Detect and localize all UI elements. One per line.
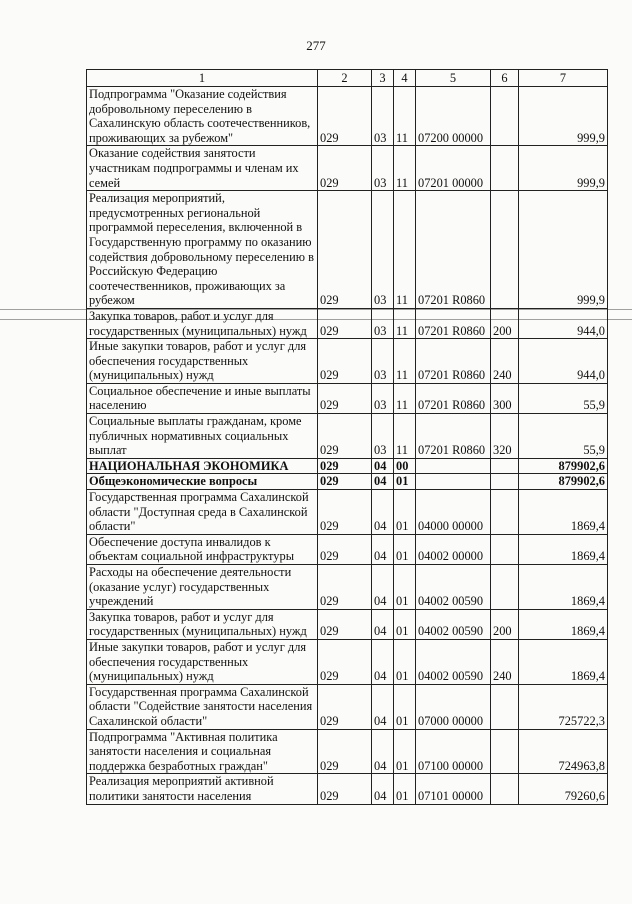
row-subsection-code: 01 [394,534,416,564]
table-row [87,565,608,610]
row-grbs-code: 029 [318,490,372,535]
table-row [87,609,608,639]
table-row [87,339,608,384]
row-subsection-code: 11 [394,146,416,191]
table-row [87,87,608,146]
row-amount: 944,0 [519,308,608,338]
table-row [87,729,608,774]
row-subsection-code: 11 [394,383,416,413]
table-row [87,639,608,684]
row-name: Иные закупки товаров, работ и услуг для обеспечения государственных (муниципальных) нужд [87,339,318,384]
row-subsection-code: 11 [394,308,416,338]
page-number: 277 [306,38,326,53]
column-header: 6 [491,70,519,87]
row-name: Оказание содействия занятости участникам подпрограммы и членам их семей [87,146,318,191]
row-grbs-code: 029 [318,414,372,459]
row-expense-type [491,146,519,191]
row-amount: 79260,6 [519,774,608,804]
row-subsection-code: 11 [394,87,416,146]
row-target-article: 07201 R0860 [416,339,491,384]
row-grbs-code: 029 [318,609,372,639]
row-section-code: 03 [372,87,394,146]
row-subsection-code: 01 [394,474,416,490]
row-subsection-code: 01 [394,639,416,684]
table-row [87,414,608,459]
row-subsection-code: 01 [394,684,416,729]
row-grbs-code: 029 [318,339,372,384]
row-expense-type [491,565,519,610]
row-amount: 725722,3 [519,684,608,729]
row-name: Реализация мероприятий, предусмотренных региональной программой переселения, включенной в Государственную программу по оказанию содействия добровольному переселению в Российскую Федерацию соотечественников, проживающих за рубежом [87,191,318,309]
column-header: 3 [372,70,394,87]
row-grbs-code: 029 [318,729,372,774]
table-header-row [87,70,608,87]
row-target-article: 07201 R0860 [416,383,491,413]
row-target-article: 07201 R0860 [416,191,491,309]
row-subsection-code: 11 [394,339,416,384]
table-row [87,490,608,535]
row-target-article [416,458,491,474]
row-expense-type [491,458,519,474]
row-name: Расходы на обеспечение деятельности (оказание услуг) государственных учреждений [87,565,318,610]
row-amount: 1869,4 [519,534,608,564]
row-subsection-code: 01 [394,490,416,535]
column-header: 1 [87,70,318,87]
row-grbs-code: 029 [318,383,372,413]
row-amount: 1869,4 [519,565,608,610]
row-amount: 724963,8 [519,729,608,774]
row-grbs-code: 029 [318,474,372,490]
table-row [87,474,608,490]
table-row [87,534,608,564]
row-subsection-code: 00 [394,458,416,474]
row-expense-type [491,87,519,146]
row-name: Социальные выплаты гражданам, кроме публичных нормативных социальных выплат [87,414,318,459]
row-name: Иные закупки товаров, работ и услуг для обеспечения государственных (муниципальных) нужд [87,639,318,684]
row-expense-type [491,729,519,774]
row-target-article: 07201 R0860 [416,308,491,338]
row-expense-type [491,774,519,804]
row-expense-type: 240 [491,639,519,684]
row-grbs-code: 029 [318,146,372,191]
column-header: 4 [394,70,416,87]
row-grbs-code: 029 [318,565,372,610]
row-amount: 1869,4 [519,639,608,684]
row-section-code: 03 [372,339,394,384]
row-section-code: 03 [372,191,394,309]
row-target-article: 07201 00000 [416,146,491,191]
row-expense-type: 200 [491,609,519,639]
row-amount: 879902,6 [519,474,608,490]
row-section-code: 04 [372,729,394,774]
row-target-article: 07100 00000 [416,729,491,774]
row-amount: 55,9 [519,383,608,413]
row-name: Подпрограмма "Активная политика занятости населения и социальная поддержка безработных граждан" [87,729,318,774]
row-name: Закупка товаров, работ и услуг для государственных (муниципальных) нужд [87,308,318,338]
row-target-article: 07000 00000 [416,684,491,729]
row-target-article: 04000 00000 [416,490,491,535]
row-section-code: 04 [372,534,394,564]
row-expense-type: 300 [491,383,519,413]
table-row [87,191,608,309]
row-name: Реализация мероприятий активной политики занятости населения [87,774,318,804]
row-subsection-code: 01 [394,609,416,639]
table-row [87,684,608,729]
row-amount: 879902,6 [519,458,608,474]
row-grbs-code: 029 [318,684,372,729]
row-name: Общеэкономические вопросы [87,474,318,490]
row-section-code: 04 [372,565,394,610]
table-row [87,458,608,474]
row-amount: 1869,4 [519,490,608,535]
row-section-code: 04 [372,490,394,535]
column-header: 7 [519,70,608,87]
row-name: Государственная программа Сахалинской области "Содействие занятости населения Сахалинской области" [87,684,318,729]
row-subsection-code: 01 [394,729,416,774]
table-row [87,146,608,191]
column-header: 5 [416,70,491,87]
row-subsection-code: 11 [394,414,416,459]
row-expense-type [491,474,519,490]
row-amount: 999,9 [519,191,608,309]
row-name: Подпрограмма "Оказание содействия добровольному переселению в Сахалинскую область соотечественников, проживающих за рубежом" [87,87,318,146]
column-header: 2 [318,70,372,87]
row-section-code: 03 [372,308,394,338]
row-subsection-code: 11 [394,191,416,309]
row-name: Обеспечение доступа инвалидов к объектам социальной инфраструктуры [87,534,318,564]
row-expense-type [491,490,519,535]
row-grbs-code: 029 [318,308,372,338]
row-target-article: 04002 00590 [416,565,491,610]
row-target-article: 04002 00000 [416,534,491,564]
row-expense-type: 320 [491,414,519,459]
row-section-code: 03 [372,414,394,459]
table-row [87,308,608,338]
row-grbs-code: 029 [318,639,372,684]
row-section-code: 03 [372,383,394,413]
row-name: НАЦИОНАЛЬНАЯ ЭКОНОМИКА [87,458,318,474]
row-name: Закупка товаров, работ и услуг для государственных (муниципальных) нужд [87,609,318,639]
row-grbs-code: 029 [318,458,372,474]
row-amount: 55,9 [519,414,608,459]
row-section-code: 04 [372,774,394,804]
row-subsection-code: 01 [394,565,416,610]
row-section-code: 04 [372,684,394,729]
row-expense-type [491,534,519,564]
row-name: Социальное обеспечение и иные выплаты населению [87,383,318,413]
row-amount: 999,9 [519,146,608,191]
row-target-article: 07101 00000 [416,774,491,804]
row-name: Государственная программа Сахалинской области "Доступная среда в Сахалинской области" [87,490,318,535]
row-section-code: 04 [372,474,394,490]
row-section-code: 04 [372,639,394,684]
row-target-article: 04002 00590 [416,609,491,639]
row-section-code: 04 [372,609,394,639]
row-grbs-code: 029 [318,87,372,146]
row-target-article: 07200 00000 [416,87,491,146]
row-subsection-code: 01 [394,774,416,804]
table-row [87,774,608,804]
row-target-article [416,474,491,490]
row-target-article: 07201 R0860 [416,414,491,459]
budget-table [86,69,608,805]
row-grbs-code: 029 [318,534,372,564]
row-amount: 999,9 [519,87,608,146]
row-expense-type [491,191,519,309]
row-amount: 1869,4 [519,609,608,639]
row-grbs-code: 029 [318,191,372,309]
row-grbs-code: 029 [318,774,372,804]
row-expense-type: 240 [491,339,519,384]
row-expense-type: 200 [491,308,519,338]
row-section-code: 04 [372,458,394,474]
row-section-code: 03 [372,146,394,191]
row-amount: 944,0 [519,339,608,384]
table-row [87,383,608,413]
row-expense-type [491,684,519,729]
row-target-article: 04002 00590 [416,639,491,684]
